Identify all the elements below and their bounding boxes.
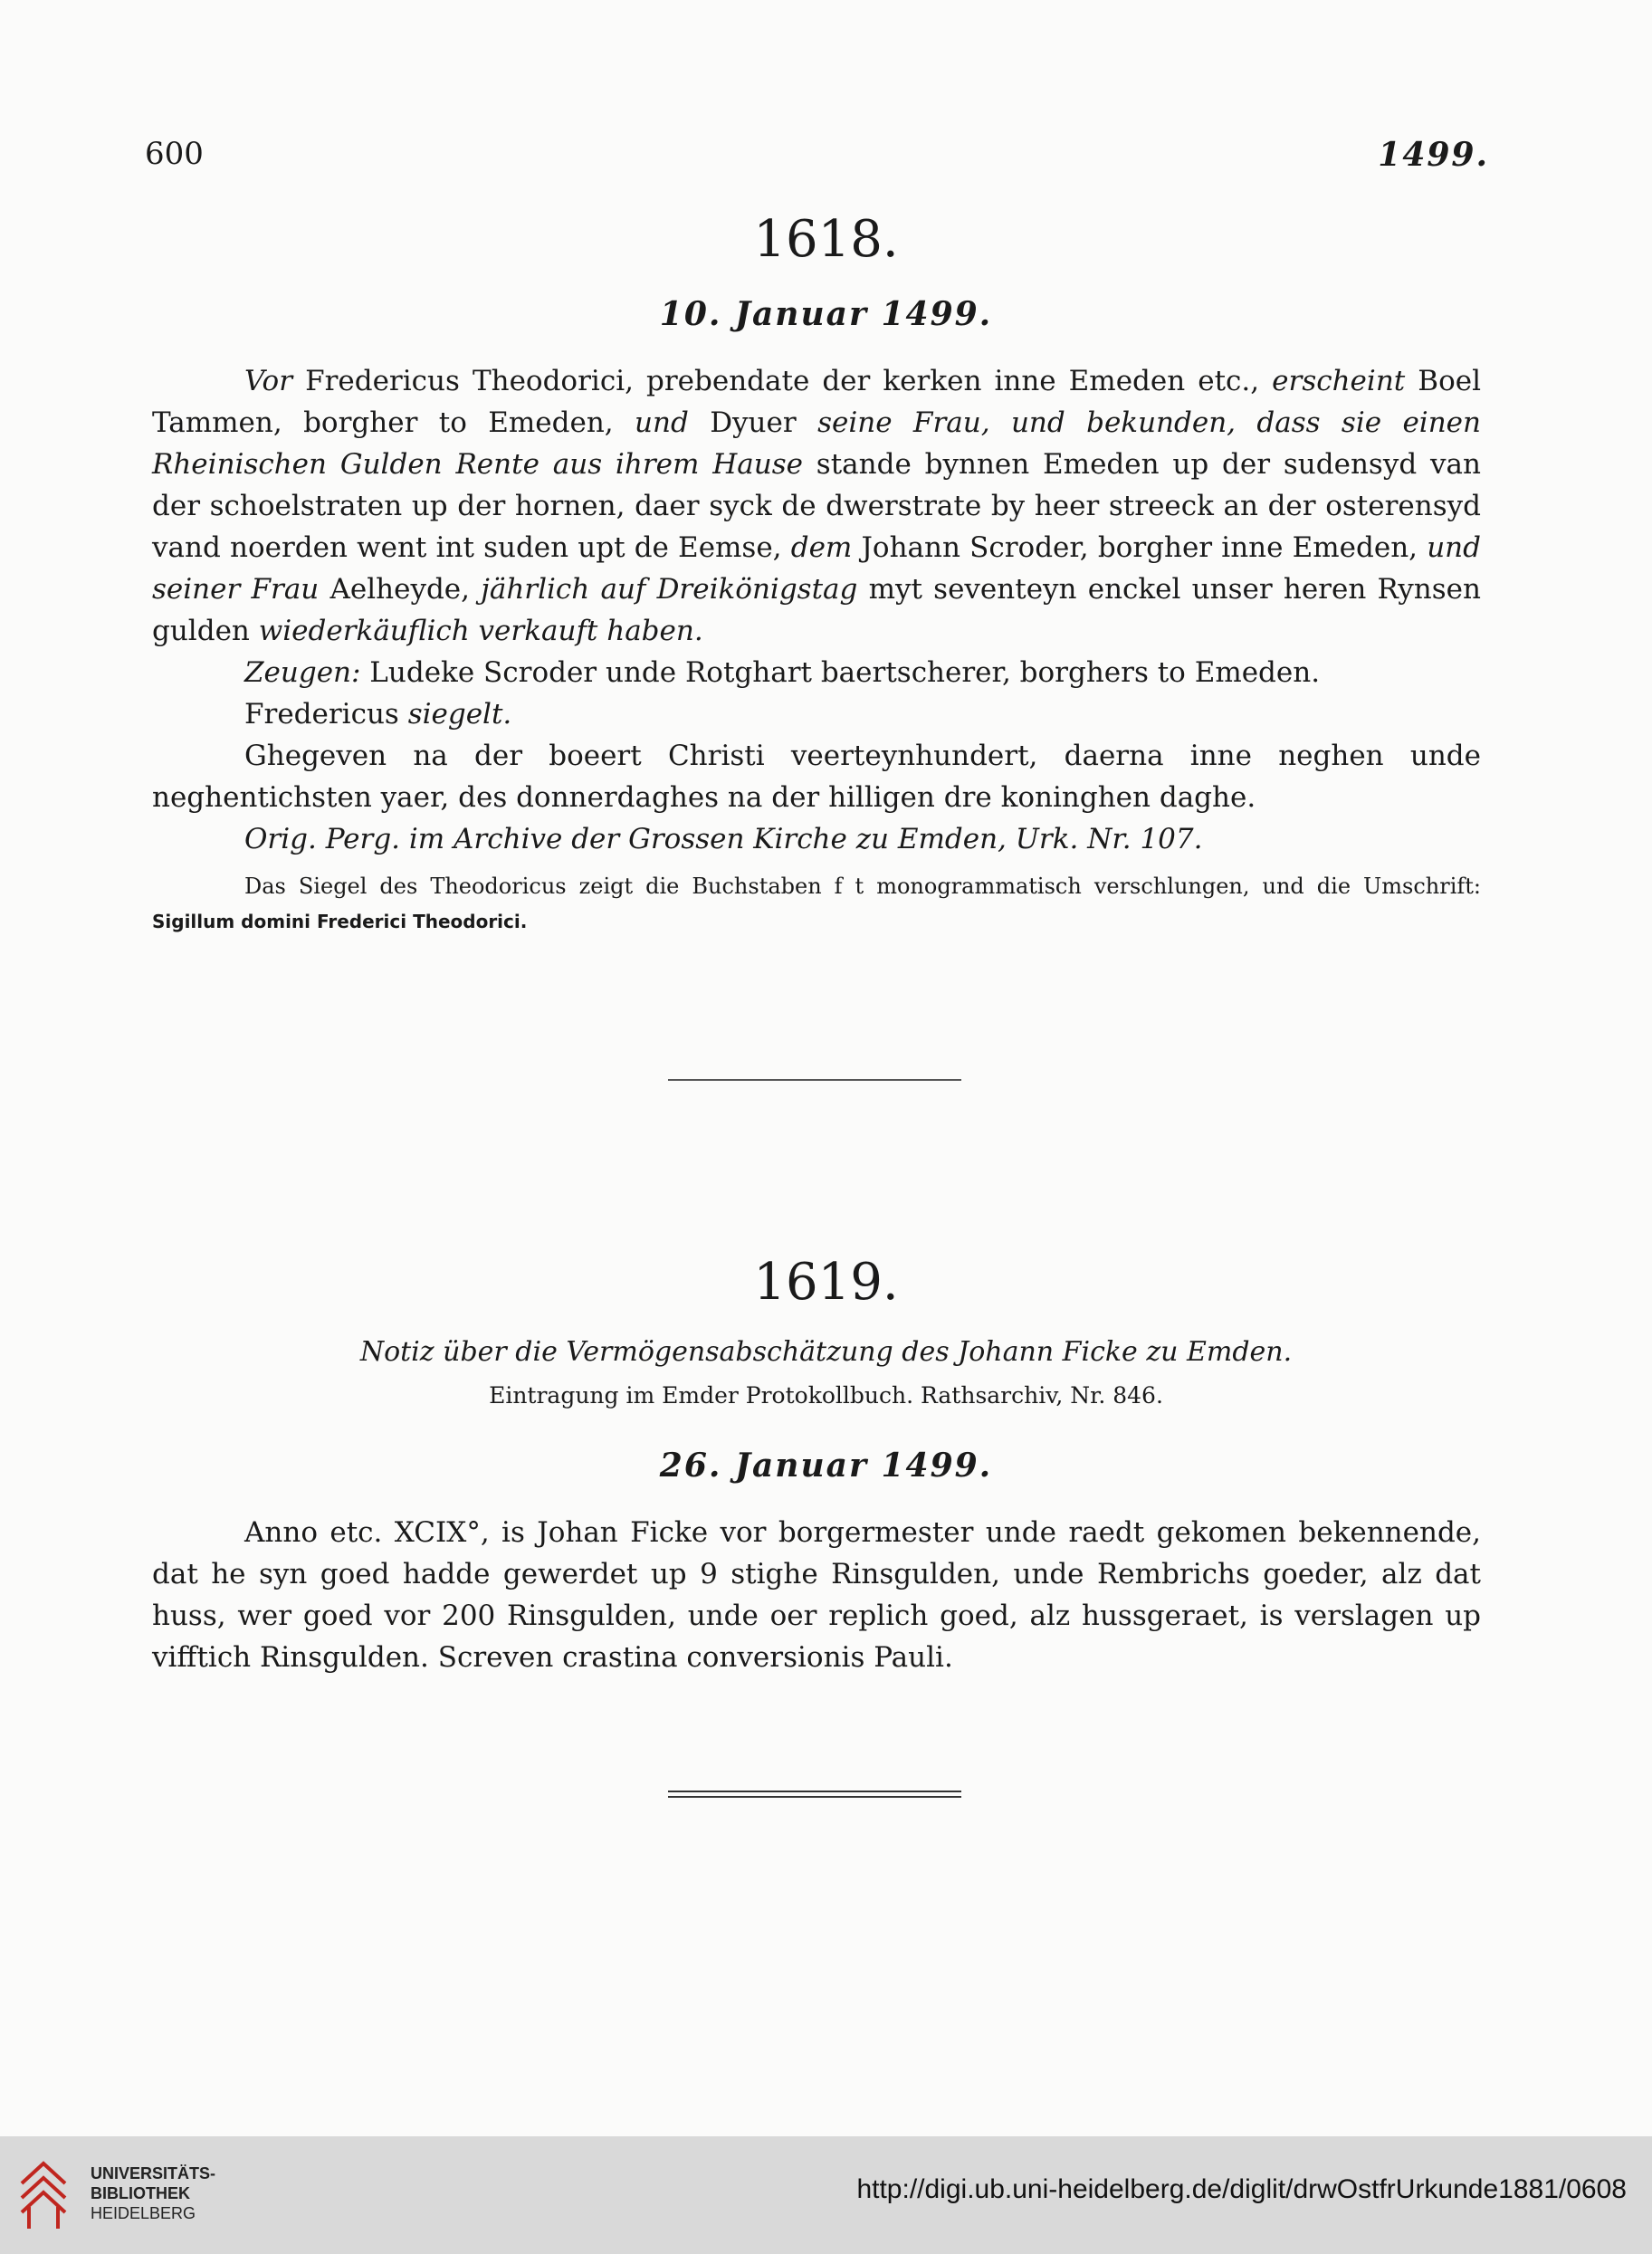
page-number: 600	[145, 136, 204, 172]
document-number-1619: 1619.	[753, 1253, 899, 1312]
text-run: Boel Tammen, borgher to Emeden,	[152, 365, 1481, 439]
text-run: Zeugen:	[244, 656, 361, 689]
text-run: wiederkäuflich verkauft haben.	[258, 615, 703, 647]
text-run: myt seventeyn enckel unser heren Rynsen gulden	[152, 573, 1481, 647]
witnesses-paragraph	[152, 652, 1481, 693]
text-run: Fredericus	[244, 698, 408, 731]
running-head-year: 1499.	[1378, 136, 1489, 174]
document-date-1619: 26. Januar 1499.	[659, 1447, 993, 1485]
library-name	[91, 2163, 215, 2223]
library-name-line3: HEIDELBERG	[91, 2204, 196, 2222]
text-run: Dyuer	[688, 406, 818, 439]
viewer-footer	[0, 2136, 1652, 2254]
text-run: und	[635, 406, 689, 439]
document-body-1619	[152, 1512, 1481, 1678]
library-name-line1: UNIVERSITÄTS-	[91, 2164, 216, 2182]
text-run: Vor	[244, 365, 293, 397]
document-source-1619: Eintragung im Emder Protokollbuch. Rathsarchiv, Nr. 846.	[489, 1382, 1163, 1409]
document-number-1618: 1618.	[753, 210, 899, 269]
text-run: stande bynnen Emeden up der sudensyd van der schoelstraten up der hornen, daer syck de dwerstrate by heer streeck an der osterensyd vand noerden went int suden upt de Eemse,	[152, 448, 1481, 564]
end-divider	[668, 1791, 961, 1798]
seal-inscription: Sigillum domini Frederici Theodorici.	[152, 911, 528, 932]
text-run: Aelheyde,	[319, 573, 482, 606]
text-run: Johann Scroder, borgher inne Emeden,	[852, 531, 1428, 564]
section-divider	[668, 1079, 961, 1081]
text-run: seine Frau, und bekunden, dass sie einen Rheinischen Gulden Rente aus ihrem Hause	[152, 406, 1481, 481]
text-run: Ludeke Scroder unde Rotghart baertscherer, borghers to Emeden.	[360, 656, 1321, 689]
text-run: und seiner Frau	[152, 531, 1481, 606]
text-run: Ghegeven na der boeert Christi veerteynhundert, daerna inne neghen unde neghentichsten yaer, des donnerdaghes na der hilligen dre koninghen daghe.	[152, 740, 1481, 814]
dating-paragraph	[152, 735, 1481, 818]
text-run: siegelt.	[407, 698, 512, 731]
text-run: jährlich auf Dreikönigstag	[481, 573, 858, 606]
permalink-url[interactable]: http://digi.ub.uni-heidelberg.de/diglit/drwOstfrUrkunde1881/0608	[856, 2174, 1627, 2204]
regest-paragraph	[152, 360, 1481, 652]
document-subject-1619: Notiz über die Vermögensabschätzung des Johann Ficke zu Emden.	[359, 1336, 1293, 1368]
source-paragraph	[152, 818, 1481, 860]
document-date-1618: 10. Januar 1499.	[659, 295, 993, 333]
entry-paragraph: Anno etc. XCIX°, is Johan Ficke vor borgermester unde raedt gekomen bekennende, dat he syn goed hadde gewerdet up 9 stighe Rinsgulden, unde Rembrichs goeder, alz dat huss, wer goed vor 200 Rinsgulden, unde oer replich goed, alz hussgeraet, is verslagen up vifftich Rinsgulden. Screven crastina conversionis Pauli.	[152, 1516, 1481, 1674]
text-run: Fredericus Theodorici, prebendate der kerken inne Emeden etc.,	[292, 365, 1273, 397]
document-body-1618	[152, 360, 1481, 939]
library-logo-icon	[16, 2156, 71, 2232]
seal-note-text: Das Siegel des Theodoricus zeigt die Buchstaben f t monogrammatisch verschlungen, und die Umschrift:	[244, 874, 1481, 899]
text-run: erscheint	[1272, 365, 1406, 397]
text-run: dem	[790, 531, 853, 564]
text-run: Orig. Perg. im Archive der Grossen Kirche zu Emden, Urk. Nr. 107.	[244, 823, 1203, 855]
library-name-line2: BIBLIOTHEK	[91, 2184, 190, 2202]
seal-note	[152, 869, 1481, 939]
seal-paragraph	[152, 693, 1481, 735]
